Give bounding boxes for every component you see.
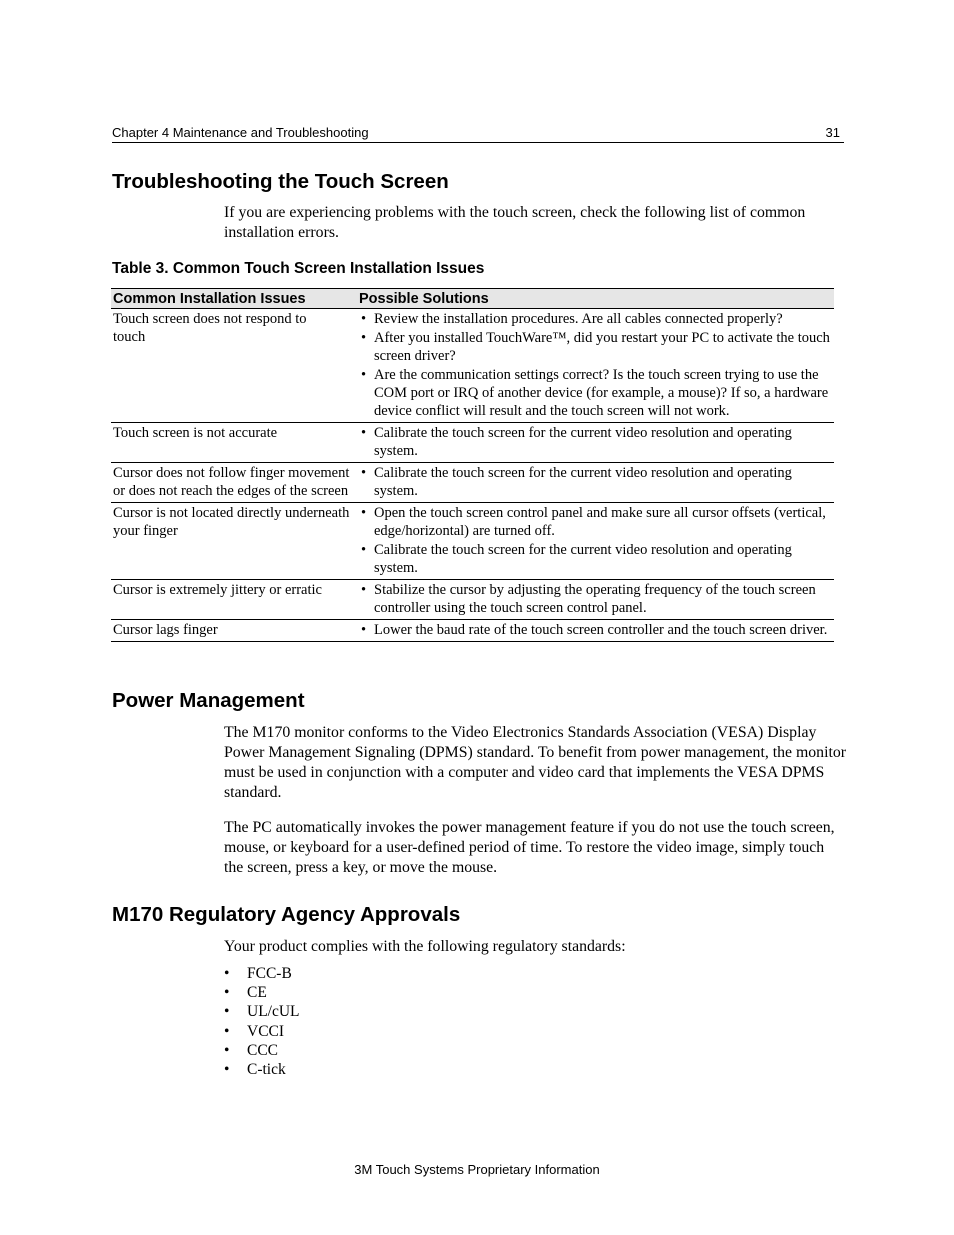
- solution-item: • Stabilize the cursor by adjusting the operating frequency of the touch screen controller using the touch screen control panel.: [361, 582, 816, 616]
- power-management-paragraph-1: The M170 monitor conforms to the Video Electronics Standards Association (VESA) Display Power Management Signaling (DPMS) standard. To benefit from power management, the monitor must be used in conjunction with a computer and video card that implements the VESA DPMS standard.: [224, 724, 847, 801]
- section-title-power-management: Power Management: [112, 689, 305, 712]
- solution-cell: [357, 423, 834, 463]
- bullet-icon: •: [224, 1061, 230, 1079]
- bullet-icon: •: [361, 505, 367, 521]
- issue-text: Cursor is not located directly underneath your finger: [113, 505, 350, 539]
- solution-item: • Calibrate the touch screen for the current video resolution and operating system.: [361, 465, 792, 499]
- list-item: • FCC-B: [224, 965, 292, 982]
- section-title-regulatory: M170 Regulatory Agency Approvals: [112, 903, 461, 926]
- solution-item: • Review the installation procedures. Are all cables connected properly?: [361, 311, 783, 327]
- bullet-icon: •: [224, 984, 230, 1002]
- table-row: [111, 580, 834, 620]
- issue-cell: [111, 463, 357, 503]
- table-row: [111, 423, 834, 463]
- table-row: [111, 463, 834, 503]
- issue-text: Touch screen is not accurate: [113, 425, 278, 441]
- solution-cell: [357, 463, 834, 503]
- issue-cell: [111, 620, 357, 642]
- bullet-icon: •: [224, 1022, 230, 1040]
- list-item: • UL/cUL: [224, 1003, 300, 1021]
- chapter-title: Chapter 4 Maintenance and Troubleshooting: [112, 125, 369, 140]
- table-row: [111, 309, 834, 423]
- issue-cell: [111, 503, 357, 580]
- page-header: [112, 124, 844, 143]
- issue-text: Touch screen does not respond to touch: [113, 311, 307, 345]
- bullet-icon: •: [361, 622, 367, 638]
- solution-item: • Calibrate the touch screen for the current video resolution and operating system.: [361, 542, 792, 576]
- issue-text: Cursor lags finger: [113, 622, 218, 638]
- solution-item: • Are the communication settings correct? Is the touch screen trying to use the COM port or IRQ of another device (for example, a mouse)? If so, a hardware device conflict will result and the touch screen will not work.: [361, 367, 829, 419]
- bullet-icon: •: [361, 367, 367, 383]
- list-item: • CE: [224, 984, 267, 1002]
- bullet-icon: •: [361, 542, 367, 558]
- issue-cell: [111, 580, 357, 620]
- power-management-paragraph-2: The PC automatically invokes the power management feature if you do not use the touch screen, mouse, or keyboard for a user-defined period of time. To restore the video image, simply touch the screen, press a key, or move the mouse.: [224, 819, 835, 876]
- table-header-row: [111, 289, 834, 309]
- issue-text: Cursor does not follow finger movement or does not reach the edges of the screen: [113, 465, 350, 499]
- solution-cell: [357, 309, 834, 423]
- table-caption: Table 3. Common Touch Screen Installation Issues: [112, 260, 485, 277]
- bullet-icon: •: [361, 330, 367, 346]
- solution-item: • Open the touch screen control panel and make sure all cursor offsets (vertical, edge/horizontal) are turned off.: [361, 505, 826, 539]
- list-item: • C-tick: [224, 1061, 286, 1079]
- table-row: [111, 620, 834, 642]
- bullet-icon: •: [361, 465, 367, 481]
- bullet-icon: •: [361, 311, 367, 327]
- solution-item: • Calibrate the touch screen for the current video resolution and operating system.: [361, 425, 792, 459]
- regulatory-intro: Your product complies with the following regulatory standards:: [224, 938, 626, 955]
- bullet-icon: •: [361, 425, 367, 441]
- page-number: 31: [825, 125, 840, 140]
- standards-list: [224, 964, 300, 1079]
- solution-cell: [357, 620, 834, 642]
- issue-text: Cursor is extremely jittery or erratic: [113, 582, 322, 598]
- troubleshooting-intro: If you are experiencing problems with the touch screen, check the following list of common installation errors.: [224, 204, 806, 241]
- bullet-icon: •: [224, 1041, 230, 1059]
- column-header-issues: Common Installation Issues: [111, 289, 357, 309]
- list-item: • VCCI: [224, 1022, 285, 1040]
- solution-item: • Lower the baud rate of the touch screen controller and the touch screen driver.: [361, 622, 828, 638]
- bullet-icon: •: [224, 965, 230, 982]
- section-title-troubleshooting: Troubleshooting the Touch Screen: [112, 170, 449, 193]
- column-header-solutions: Possible Solutions: [357, 289, 834, 309]
- issue-cell: [111, 423, 357, 463]
- solution-item: • After you installed TouchWare™, did you restart your PC to activate the touch screen driver?: [361, 330, 830, 364]
- bullet-icon: •: [361, 582, 367, 598]
- list-item: • CCC: [224, 1041, 279, 1059]
- solution-cell: [357, 503, 834, 580]
- table-row: [111, 503, 834, 580]
- issue-cell: [111, 309, 357, 423]
- page-footer: 3M Touch Systems Proprietary Information: [354, 1162, 600, 1177]
- solution-cell: [357, 580, 834, 620]
- bullet-icon: •: [224, 1003, 230, 1021]
- issues-table: [111, 288, 834, 642]
